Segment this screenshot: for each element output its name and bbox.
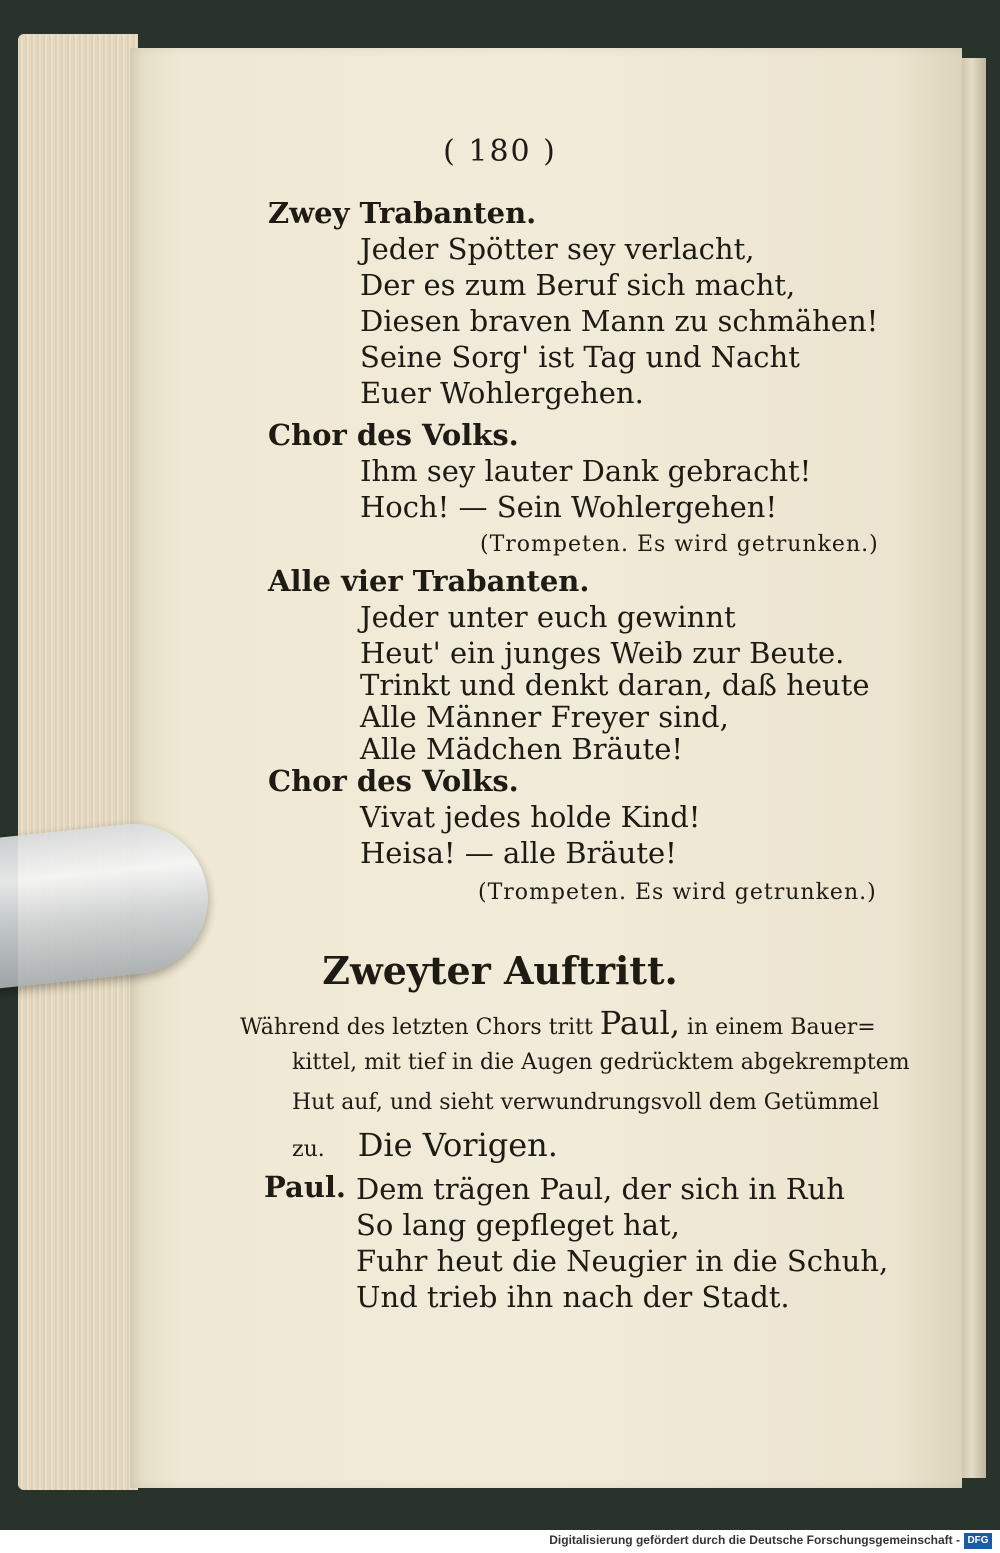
dfg-logo: DFG: [964, 1533, 992, 1549]
stage-direction: (Trompeten. Es wird getrunken.): [480, 532, 879, 557]
verse-line: Der es zum Beruf sich macht,: [360, 268, 796, 302]
scene-title: Zweyter Auftritt.: [322, 948, 678, 993]
book-right-edge: [962, 58, 986, 1478]
speaker-label: Chor des Volks.: [268, 418, 519, 452]
book-page-edges: [18, 34, 138, 1490]
verse-line: Alle Mädchen Bräute!: [360, 732, 684, 766]
direction-line: [292, 1126, 558, 1164]
page-number: ( 180 ): [443, 134, 557, 169]
verse-line: Fuhr heut die Neugier in die Schuh,: [356, 1244, 889, 1278]
speaker-label: Zwey Trabanten.: [268, 196, 537, 230]
speaker-label: Paul.: [264, 1170, 347, 1204]
direction-line: kittel, mit tief in die Augen gedrücktem abgekremptem: [292, 1050, 910, 1075]
direction-line: Hut auf, und sieht verwundrungsvoll dem Getümmel: [292, 1090, 880, 1115]
verse-line: Alle Männer Freyer sind,: [360, 700, 729, 734]
verse-line: Hoch! — Sein Wohlergehen!: [360, 490, 778, 524]
speaker-label: Chor des Volks.: [268, 764, 519, 798]
verse-line: So lang gepfleget hat,: [356, 1208, 680, 1242]
credit-text: Digitalisierung gefördert durch die Deutsche Forschungsgemeinschaft -: [549, 1533, 960, 1547]
verse-line: Euer Wohlergehen.: [360, 376, 644, 410]
stage-direction: (Trompeten. Es wird getrunken.): [478, 880, 877, 905]
verse-line: Diesen braven Mann zu schmähen!: [360, 304, 879, 338]
character-name: Paul,: [599, 1004, 680, 1042]
verse-line: Trinkt und denkt daran, daß heute: [360, 668, 870, 702]
verse-line: Seine Sorg' ist Tag und Nacht: [360, 340, 800, 374]
direction-line: [240, 1004, 876, 1042]
speaker-label: Alle vier Trabanten.: [268, 564, 590, 598]
direction-text: zu.: [292, 1137, 325, 1162]
verse-line: Vivat jedes holde Kind!: [360, 800, 701, 834]
verse-line: Heisa! — alle Bräute!: [360, 836, 677, 870]
verse-line: Jeder unter euch gewinnt: [360, 600, 736, 634]
verse-line: Ihm sey lauter Dank gebracht!: [360, 454, 812, 488]
direction-text: Während des letzten Chors tritt: [240, 1015, 593, 1040]
character-list: Die Vorigen.: [357, 1126, 558, 1164]
direction-text: in einem Bauer=: [686, 1015, 876, 1040]
verse-line: Und trieb ihn nach der Stadt.: [356, 1280, 790, 1314]
verse-line: Dem trägen Paul, der sich in Ruh: [356, 1172, 845, 1206]
verse-line: Heut' ein junges Weib zur Beute.: [360, 636, 845, 670]
verse-line: Jeder Spötter sey verlacht,: [360, 232, 755, 266]
